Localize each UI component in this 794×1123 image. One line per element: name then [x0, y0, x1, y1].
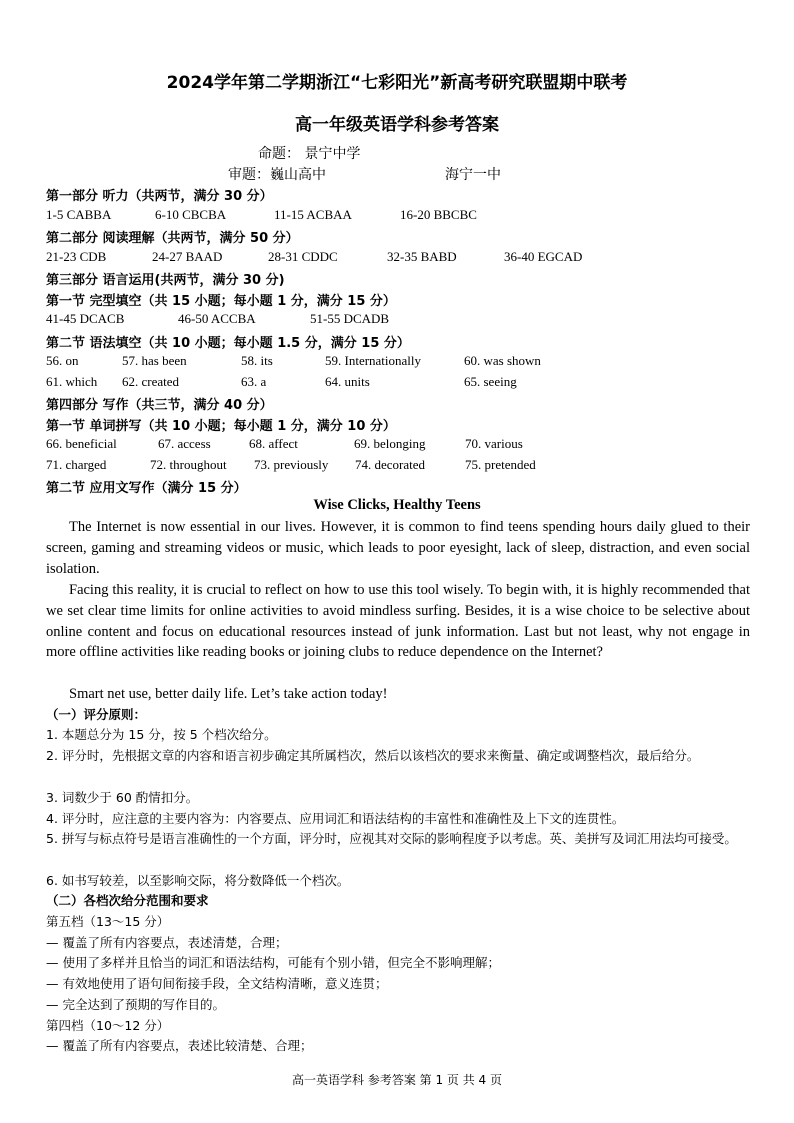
level4-heading: 第四档（10～12 分）: [46, 1018, 170, 1033]
spelling-answer: 66. beneficial: [46, 436, 117, 451]
part1-heading: 第一部分 听力（共两节，满分 30 分）: [46, 189, 273, 204]
scoring-principle: 6. 如书写较差，以至影响交际，将分数降低一个档次。: [46, 873, 350, 888]
part3-section1-heading: 第一节 完型填空（共 15 小题；每小题 1 分，满分 15 分）: [46, 294, 396, 309]
answer-group: 51-55 DCADB: [310, 311, 390, 326]
grammar-answer: 63. a: [241, 374, 267, 389]
spelling-answer: 74. decorated: [355, 457, 426, 472]
answer-group: 41-45 DCACB: [46, 311, 125, 326]
grammar-answer: 58. its: [241, 353, 273, 368]
spelling-answer: 71. charged: [46, 457, 107, 472]
scoring-principle: 5. 拼写与标点符号是语言准确性的一个方面，评分时，应视其对交际的影响程度予以考虑。英、美拼写及词汇用法均可接受。: [46, 831, 737, 846]
proposer-credit: 命题： 景宁中学: [258, 146, 361, 162]
spelling-answer: 69. belonging: [354, 436, 426, 451]
answer-key-subtitle: 高一年级英语学科参考答案: [295, 115, 499, 135]
grammar-answer: 64. units: [325, 374, 370, 389]
grammar-answer: 65. seeing: [464, 374, 517, 389]
page-footer: 高一英语学科 参考答案 第 1 页 共 4 页: [292, 1073, 502, 1087]
spelling-answer: 68. affect: [249, 436, 298, 451]
spelling-answer: 67. access: [158, 436, 211, 451]
level-criterion: — 使用了多样并且恰当的词汇和语法结构，可能有个别小错，但完全不影响理解；: [46, 955, 500, 970]
part4-section1-heading: 第一节 单词拼写（共 10 小题；每小题 1 分，满分 10 分）: [46, 419, 396, 434]
part4-section2-heading: 第二节 应用文写作（满分 15 分）: [46, 481, 247, 496]
scoring-principle: 3. 词数少于 60 酌情扣分。: [46, 790, 199, 805]
level-criterion: — 覆盖了所有内容要点，表述清楚，合理；: [46, 935, 288, 950]
answer-group: 36-40 EGCAD: [504, 249, 583, 264]
scoring-principle: 1. 本题总分为 15 分，按 5 个档次给分。: [46, 727, 277, 742]
essay-paragraph: The Internet is now essential in our lives. However, it is common to find teens spending hours daily glued to their screen, gaming and streaming videos or music, which leads to poor eyesight, lack of sleep, distraction, and even social isolation.: [46, 519, 750, 577]
scoring-principle: 2. 评分时，先根据文章的内容和语言初步确定其所属档次，然后以该档次的要求来衡量、确定或调整档次，最后给分。: [46, 748, 700, 763]
reviewer-credit-2: 海宁一中: [445, 167, 501, 183]
reviewer-credit-1: 审题：巍山高中: [228, 167, 326, 183]
answer-group: 11-15 ACBAA: [274, 207, 352, 222]
grammar-answer: 56. on: [46, 353, 79, 368]
scoring-principle: 4. 评分时，应注意的主要内容为：内容要点、应用词汇和语法结构的丰富性和准确性及上下文的连贯性。: [46, 811, 625, 826]
answer-group: 28-31 CDDC: [268, 249, 338, 264]
part3-heading: 第三部分 语言运用(共两节，满分 30 分): [46, 273, 285, 288]
answer-group: 32-35 BABD: [387, 249, 457, 264]
answer-group: 16-20 BBCBC: [400, 207, 477, 222]
scoring-levels-heading: （二）各档次给分范围和要求: [46, 893, 209, 908]
level-criterion: — 覆盖了所有内容要点，表述比较清楚、合理；: [46, 1038, 313, 1053]
spelling-answer: 73. previously: [254, 457, 329, 472]
answer-group: 1-5 CABBA: [46, 207, 112, 222]
spelling-answer: 75. pretended: [465, 457, 536, 472]
spelling-answer: 72. throughout: [150, 457, 227, 472]
level5-heading: 第五档（13～15 分）: [46, 914, 170, 929]
part2-heading: 第二部分 阅读理解（共两节，满分 50 分）: [46, 231, 299, 246]
scoring-principles-heading: （一）评分原则：: [46, 707, 147, 722]
part4-heading: 第四部分 写作（共三节，满分 40 分）: [46, 398, 273, 413]
grammar-answer: 57. has been: [122, 353, 187, 368]
essay-paragraph: Smart net use, better daily life. Let’s take action today!: [69, 686, 388, 702]
grammar-answer: 61. which: [46, 374, 98, 389]
part3-section2-heading: 第二节 语法填空（共 10 小题；每小题 1.5 分，满分 15 分）: [46, 336, 410, 351]
level-criterion: — 完全达到了预期的写作目的。: [46, 997, 225, 1012]
answer-group: 21-23 CDB: [46, 249, 107, 264]
grammar-answer: 60. was shown: [464, 353, 541, 368]
grammar-answer: 59. Internationally: [325, 353, 422, 368]
answer-group: 24-27 BAAD: [152, 249, 223, 264]
answer-group: 6-10 CBCBA: [155, 207, 227, 222]
grammar-answer: 62. created: [122, 374, 180, 389]
spelling-answer: 70. various: [465, 436, 523, 451]
answer-group: 46-50 ACCBA: [178, 311, 256, 326]
level-criterion: — 有效地使用了语句间衔接手段，全文结构清晰，意义连贯；: [46, 976, 388, 991]
essay-paragraph: Facing this reality, it is crucial to reflect on how to use this tool wisely. To begin with, it is highly recommended that we set clear time limits for online activities to avoid mindless surfing. Besides, it is a wise choice to be selective about online content and focus on educational resources instead of junk information. Last but not least, why not engage in more offline activities like reading books or joining clubs to reduce dependence on the Internet?: [46, 582, 750, 661]
essay-title: Wise Clicks, Healthy Teens: [313, 497, 481, 513]
exam-title: 2024学年第二学期浙江“七彩阳光”新高考研究联盟期中联考: [166, 73, 628, 93]
